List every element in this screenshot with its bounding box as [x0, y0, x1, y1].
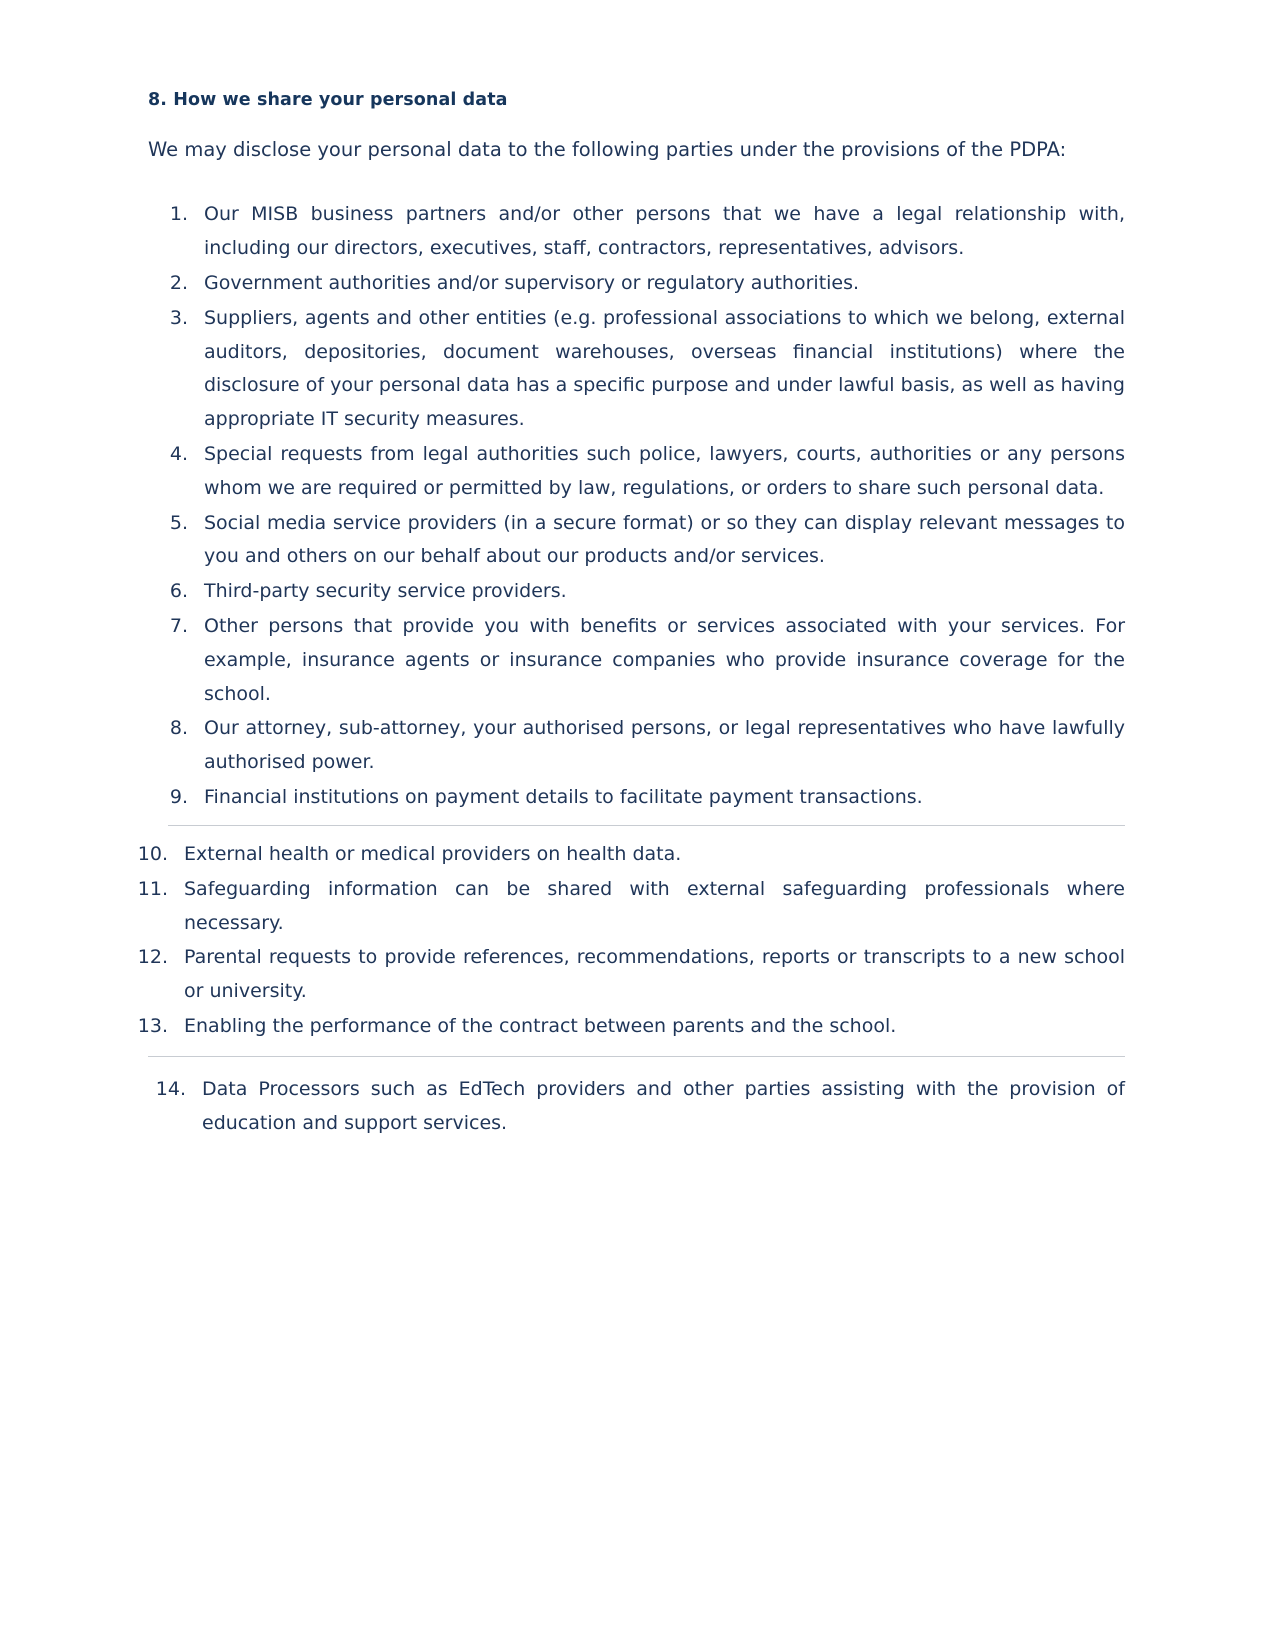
list-item-number: 5. — [169, 511, 188, 534]
share-list-part-one — [148, 198, 1125, 815]
list-item — [137, 873, 1125, 941]
list-item-text: Safeguarding information can be shared with external safeguarding professionals where necessary. — [184, 877, 1125, 934]
list-item — [148, 712, 1125, 780]
list-item-number: 13. — [137, 1014, 168, 1037]
list-item-text: Other persons that provide you with benefits or services associated with your services. For example, insurance agents or insurance companies who provide insurance coverage for the school. — [204, 615, 1125, 705]
section-divider-two — [148, 1056, 1125, 1057]
list-item-number: 12. — [137, 946, 168, 969]
list-item-text: Government authorities and/or supervisory or regulatory authorities. — [204, 271, 860, 294]
list-item-text: Social media service providers (in a secure format) or so they can display relevant messages to you and others on our behalf about our products and/or services. — [204, 511, 1125, 568]
list-item-number: 4. — [169, 442, 188, 465]
list-item-text: Our attorney, sub-attorney, your authorised persons, or legal representatives who have lawfully authorised power. — [204, 717, 1125, 774]
list-item-number: 7. — [169, 615, 188, 638]
list-item — [148, 610, 1125, 711]
list-item-number: 14. — [155, 1077, 186, 1100]
list-item-text: Financial institutions on payment details to facilitate payment transactions. — [204, 786, 923, 809]
list-item-number: 11. — [137, 877, 168, 900]
intro-paragraph: We may disclose your personal data to the following parties under the provisions of the PDPA: — [148, 138, 1067, 161]
list-item — [137, 838, 1125, 872]
list-item-text: Special requests from legal authorities such police, lawyers, courts, authorities or any persons whom we are required or permitted by law, regulations, or orders to share such personal data. — [204, 442, 1125, 499]
list-item-text: Enabling the performance of the contract between parents and the school. — [184, 1014, 897, 1037]
list-item-text: External health or medical providers on health data. — [184, 842, 682, 865]
section-divider-one — [168, 825, 1125, 826]
list-item — [137, 941, 1125, 1009]
list-item-text: Our MISB business partners and/or other persons that we have a legal relationship with, including our directors, executives, staff, contractors, representatives, advisors. — [204, 203, 1125, 260]
list-item-number: 9. — [169, 786, 188, 809]
list-item — [148, 507, 1125, 575]
page-title: 8. How we share your personal data — [148, 90, 508, 110]
list-item — [148, 198, 1125, 266]
list-item — [148, 781, 1125, 815]
list-item-text: Suppliers, agents and other entities (e.g. professional associations to which we belong, external auditors, depositories, document warehouses, overseas financial institutions) where the disclosure of your personal data has a specific purpose and under lawful basis, as well as having appropriate IT security measures. — [204, 306, 1125, 431]
list-item — [148, 302, 1125, 437]
list-item-number: 2. — [169, 271, 188, 294]
list-item — [148, 438, 1125, 506]
list-item-number: 6. — [169, 580, 188, 603]
list-item-number: 8. — [169, 717, 188, 740]
list-item-text: Data Processors such as EdTech providers and other parties assisting with the provision of education and support services. — [202, 1077, 1125, 1134]
list-item-number: 3. — [169, 306, 188, 329]
share-list-part-two — [137, 838, 1125, 1044]
list-item — [148, 267, 1125, 301]
list-item — [148, 575, 1125, 609]
list-item-number: 1. — [169, 203, 188, 226]
list-item — [148, 1073, 1125, 1141]
list-item-text: Parental requests to provide references, recommendations, reports or transcripts to a new school or university. — [184, 946, 1125, 1003]
list-item-text: Third-party security service providers. — [204, 580, 567, 603]
list-item-number: 10. — [137, 842, 168, 865]
share-list-part-three — [148, 1073, 1125, 1141]
list-item — [137, 1010, 1125, 1044]
